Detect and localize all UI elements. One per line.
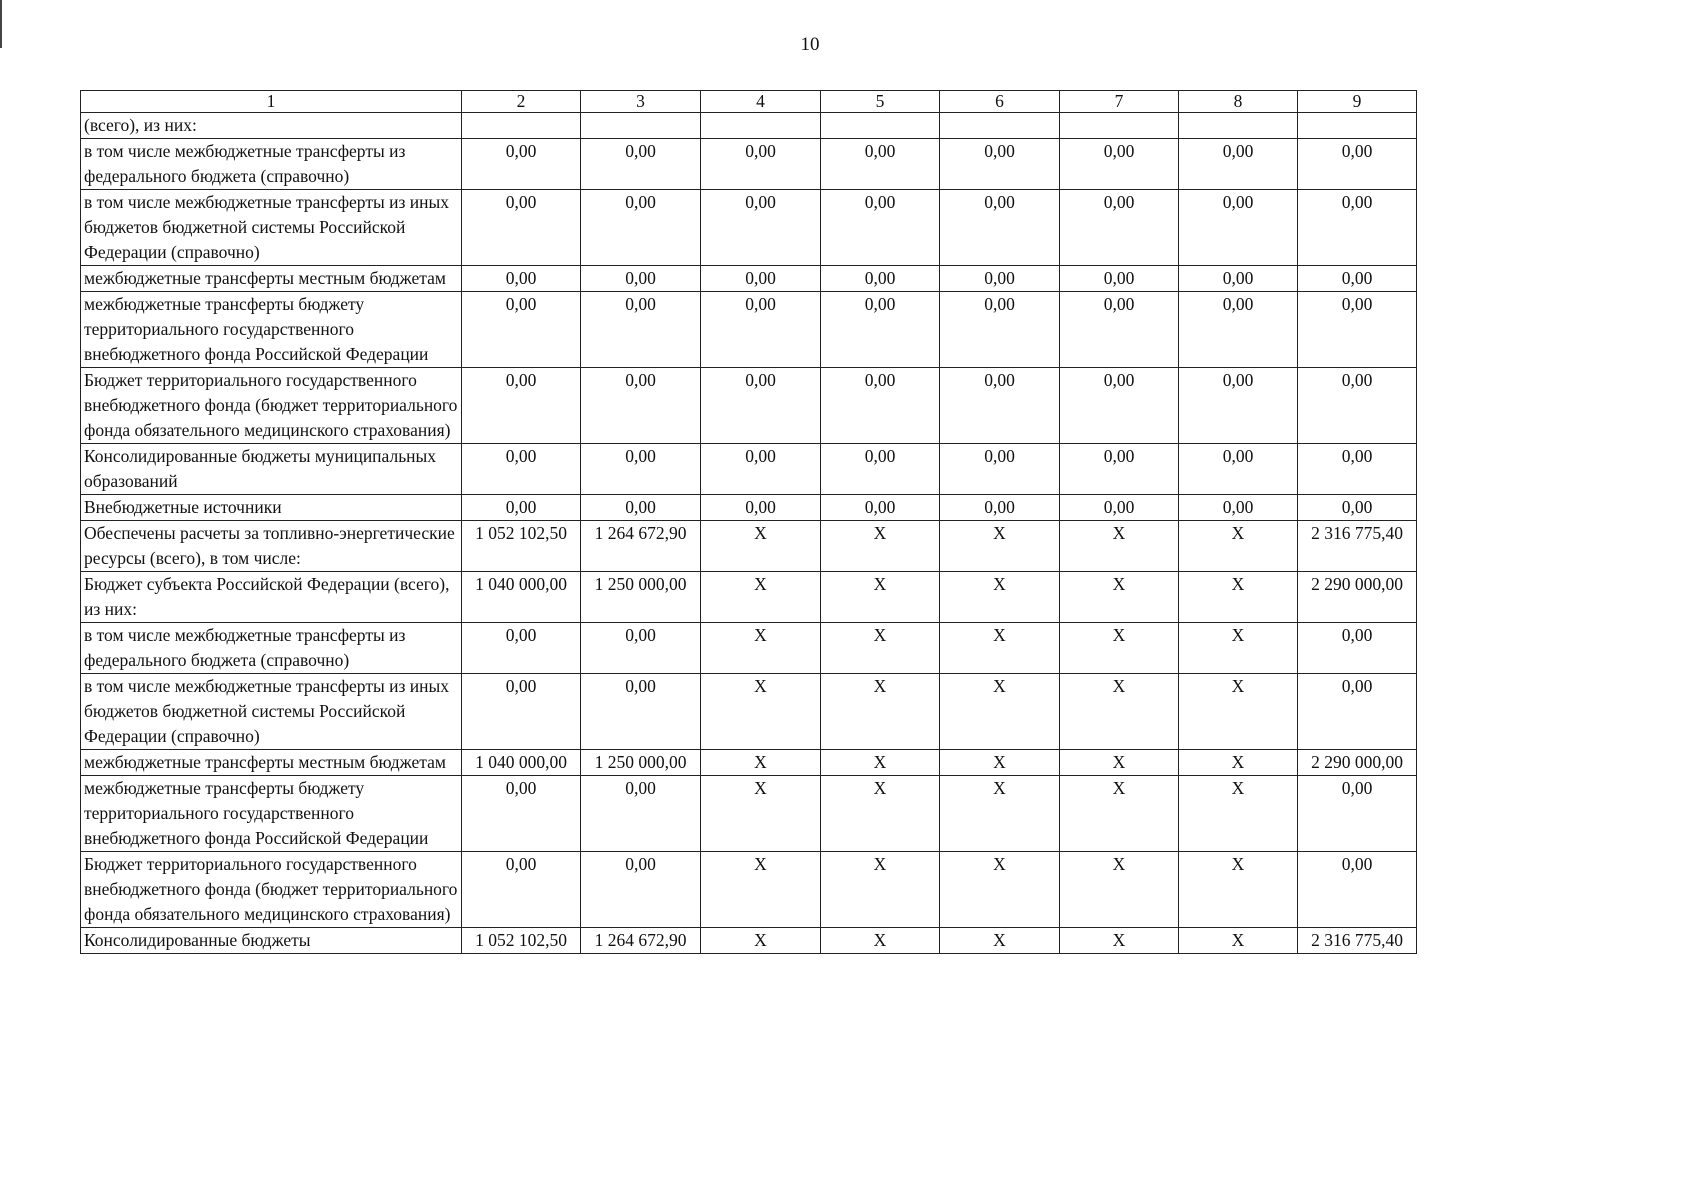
table-row: [81, 750, 1417, 776]
value-cell: X: [1060, 521, 1179, 572]
value-cell: 0,00: [821, 266, 940, 292]
value-cell: 0,00: [1060, 266, 1179, 292]
table-row: [81, 368, 1417, 444]
value-cell: 0,00: [1298, 190, 1417, 266]
value-cell: X: [1060, 674, 1179, 750]
value-cell: X: [1179, 928, 1298, 954]
header-cell: 3: [581, 91, 701, 113]
value-cell: 0,00: [581, 852, 701, 928]
value-cell: X: [1179, 521, 1298, 572]
value-cell: 0,00: [462, 139, 581, 190]
header-row: [81, 91, 1417, 113]
value-cell: 0,00: [940, 139, 1060, 190]
value-cell: 0,00: [821, 139, 940, 190]
header-cell: 5: [821, 91, 940, 113]
value-cell: 0,00: [581, 368, 701, 444]
value-cell: 0,00: [821, 368, 940, 444]
table-row: [81, 190, 1417, 266]
value-cell: X: [701, 521, 821, 572]
value-cell: X: [1179, 572, 1298, 623]
table-row: [81, 572, 1417, 623]
value-cell: 1 052 102,50: [462, 928, 581, 954]
value-cell: 0,00: [701, 292, 821, 368]
value-cell: 0,00: [821, 444, 940, 495]
value-cell: X: [940, 572, 1060, 623]
value-cell: 0,00: [1298, 444, 1417, 495]
value-cell: [1060, 113, 1179, 139]
value-cell: 1 052 102,50: [462, 521, 581, 572]
value-cell: X: [821, 521, 940, 572]
value-cell: 0,00: [701, 190, 821, 266]
table-row: [81, 495, 1417, 521]
value-cell: X: [701, 572, 821, 623]
row-label: межбюджетные трансферты местным бюджетам: [81, 266, 462, 292]
value-cell: 0,00: [1179, 444, 1298, 495]
value-cell: X: [940, 623, 1060, 674]
value-cell: 0,00: [1060, 139, 1179, 190]
value-cell: 0,00: [581, 623, 701, 674]
value-cell: 0,00: [1060, 368, 1179, 444]
row-label: Бюджет субъекта Российской Федерации (всего), из них:: [81, 572, 462, 623]
value-cell: X: [1060, 776, 1179, 852]
value-cell: 0,00: [1298, 495, 1417, 521]
value-cell: X: [821, 928, 940, 954]
header-cell: 4: [701, 91, 821, 113]
row-label: Бюджет территориального государственного внебюджетного фонда (бюджет территориального фонда обязательного медицинского страхования): [81, 368, 462, 444]
value-cell: X: [1179, 674, 1298, 750]
value-cell: 0,00: [940, 444, 1060, 495]
value-cell: 1 040 000,00: [462, 572, 581, 623]
row-label: межбюджетные трансферты бюджету территориального государственного внебюджетного фонда Российской Федерации: [81, 776, 462, 852]
value-cell: 2 316 775,40: [1298, 928, 1417, 954]
row-label: (всего), из них:: [81, 113, 462, 139]
value-cell: 1 264 672,90: [581, 521, 701, 572]
value-cell: X: [701, 623, 821, 674]
value-cell: X: [940, 750, 1060, 776]
value-cell: 0,00: [1298, 852, 1417, 928]
value-cell: 0,00: [1179, 292, 1298, 368]
value-cell: X: [1060, 623, 1179, 674]
value-cell: 0,00: [581, 266, 701, 292]
value-cell: 0,00: [462, 266, 581, 292]
value-cell: X: [821, 674, 940, 750]
value-cell: 0,00: [1298, 292, 1417, 368]
value-cell: 2 290 000,00: [1298, 572, 1417, 623]
value-cell: 0,00: [581, 292, 701, 368]
value-cell: X: [821, 623, 940, 674]
value-cell: 0,00: [581, 495, 701, 521]
value-cell: 1 264 672,90: [581, 928, 701, 954]
table-row: [81, 139, 1417, 190]
value-cell: 0,00: [940, 190, 1060, 266]
table-row: [81, 521, 1417, 572]
value-cell: 0,00: [701, 495, 821, 521]
value-cell: 0,00: [1298, 674, 1417, 750]
row-label: Консолидированные бюджеты: [81, 928, 462, 954]
value-cell: 0,00: [581, 190, 701, 266]
value-cell: X: [1060, 928, 1179, 954]
table-row: [81, 266, 1417, 292]
value-cell: X: [701, 928, 821, 954]
value-cell: 0,00: [581, 444, 701, 495]
header-cell: 1: [81, 91, 462, 113]
value-cell: 0,00: [462, 292, 581, 368]
value-cell: X: [821, 776, 940, 852]
value-cell: X: [701, 852, 821, 928]
value-cell: 0,00: [821, 292, 940, 368]
value-cell: 0,00: [1060, 495, 1179, 521]
value-cell: [940, 113, 1060, 139]
value-cell: 0,00: [1298, 368, 1417, 444]
value-cell: 0,00: [701, 139, 821, 190]
value-cell: X: [701, 750, 821, 776]
table-row: [81, 444, 1417, 495]
value-cell: [1298, 113, 1417, 139]
value-cell: 0,00: [1179, 495, 1298, 521]
value-cell: 0,00: [581, 139, 701, 190]
page-number: 10: [800, 34, 820, 55]
value-cell: X: [940, 928, 1060, 954]
value-cell: X: [1060, 750, 1179, 776]
value-cell: 0,00: [581, 776, 701, 852]
value-cell: 0,00: [821, 190, 940, 266]
value-cell: 0,00: [701, 444, 821, 495]
table-row: [81, 674, 1417, 750]
row-label: Консолидированные бюджеты муниципальных образований: [81, 444, 462, 495]
value-cell: 0,00: [1298, 776, 1417, 852]
value-cell: X: [1179, 623, 1298, 674]
value-cell: X: [1179, 852, 1298, 928]
value-cell: [581, 113, 701, 139]
value-cell: 0,00: [940, 495, 1060, 521]
value-cell: X: [1060, 852, 1179, 928]
value-cell: 0,00: [581, 674, 701, 750]
row-label: в том числе межбюджетные трансферты из иных бюджетов бюджетной системы Российской Федерации (справочно): [81, 674, 462, 750]
table-row: [81, 623, 1417, 674]
value-cell: [1179, 113, 1298, 139]
value-cell: 0,00: [1298, 139, 1417, 190]
header-cell: 7: [1060, 91, 1179, 113]
value-cell: X: [701, 674, 821, 750]
value-cell: 0,00: [940, 266, 1060, 292]
value-cell: 0,00: [701, 368, 821, 444]
table-row: [81, 776, 1417, 852]
value-cell: 0,00: [462, 495, 581, 521]
row-label: межбюджетные трансферты местным бюджетам: [81, 750, 462, 776]
value-cell: 1 040 000,00: [462, 750, 581, 776]
value-cell: 0,00: [701, 266, 821, 292]
value-cell: 0,00: [940, 292, 1060, 368]
value-cell: [701, 113, 821, 139]
value-cell: 0,00: [462, 368, 581, 444]
value-cell: 0,00: [821, 495, 940, 521]
value-cell: 0,00: [1060, 292, 1179, 368]
value-cell: X: [940, 521, 1060, 572]
value-cell: [821, 113, 940, 139]
value-cell: 0,00: [1179, 266, 1298, 292]
value-cell: X: [940, 852, 1060, 928]
value-cell: 2 316 775,40: [1298, 521, 1417, 572]
value-cell: 0,00: [1179, 190, 1298, 266]
value-cell: 0,00: [1298, 266, 1417, 292]
budget-table: [80, 90, 1417, 954]
value-cell: 0,00: [1179, 368, 1298, 444]
table-row: [81, 852, 1417, 928]
header-cell: 9: [1298, 91, 1417, 113]
value-cell: 0,00: [462, 674, 581, 750]
value-cell: X: [821, 572, 940, 623]
value-cell: 0,00: [462, 190, 581, 266]
row-label: Внебюджетные источники: [81, 495, 462, 521]
row-label: в том числе межбюджетные трансферты из иных бюджетов бюджетной системы Российской Федерации (справочно): [81, 190, 462, 266]
value-cell: [462, 113, 581, 139]
value-cell: X: [1060, 572, 1179, 623]
value-cell: X: [940, 776, 1060, 852]
value-cell: 0,00: [1060, 444, 1179, 495]
value-cell: 0,00: [462, 852, 581, 928]
value-cell: 0,00: [1298, 623, 1417, 674]
value-cell: 0,00: [1060, 190, 1179, 266]
table-row: [81, 292, 1417, 368]
value-cell: 1 250 000,00: [581, 750, 701, 776]
value-cell: 1 250 000,00: [581, 572, 701, 623]
value-cell: X: [821, 750, 940, 776]
row-label: Обеспечены расчеты за топливно-энергетические ресурсы (всего), в том числе:: [81, 521, 462, 572]
value-cell: X: [701, 776, 821, 852]
value-cell: X: [821, 852, 940, 928]
value-cell: 0,00: [1179, 139, 1298, 190]
table-row: [81, 928, 1417, 954]
row-label: в том числе межбюджетные трансферты из федерального бюджета (справочно): [81, 139, 462, 190]
value-cell: 0,00: [462, 444, 581, 495]
header-cell: 2: [462, 91, 581, 113]
value-cell: 0,00: [462, 623, 581, 674]
value-cell: 2 290 000,00: [1298, 750, 1417, 776]
table-row: [81, 113, 1417, 139]
value-cell: 0,00: [462, 776, 581, 852]
value-cell: X: [1179, 750, 1298, 776]
value-cell: 0,00: [940, 368, 1060, 444]
row-label: Бюджет территориального государственного внебюджетного фонда (бюджет территориального фонда обязательного медицинского страхования): [81, 852, 462, 928]
value-cell: X: [1179, 776, 1298, 852]
header-cell: 8: [1179, 91, 1298, 113]
header-cell: 6: [940, 91, 1060, 113]
row-label: в том числе межбюджетные трансферты из федерального бюджета (справочно): [81, 623, 462, 674]
row-label: межбюджетные трансферты бюджету территориального государственного внебюджетного фонда Российской Федерации: [81, 292, 462, 368]
value-cell: X: [940, 674, 1060, 750]
